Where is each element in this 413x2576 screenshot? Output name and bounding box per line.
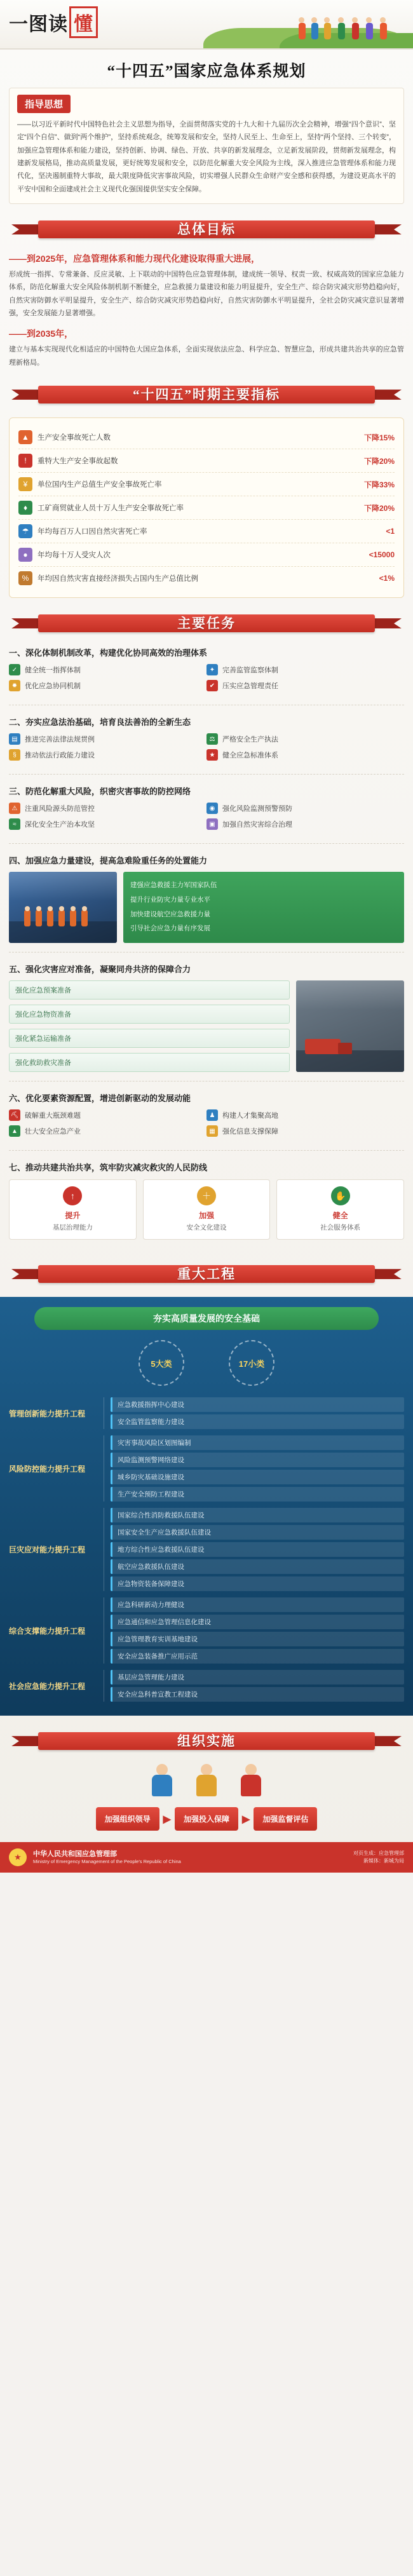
list-item [207,1125,404,1137]
panel-line: 提升行业防灾力量专业水平 [130,895,210,904]
table-row [18,567,395,590]
figure-body [152,1775,172,1796]
list-item-label: 深化安全生产治本攻坚 [25,821,95,829]
list-item [9,1125,207,1137]
section-banner-label: “十四五”时期主要指标 [133,387,280,403]
risk-icon: ⚠ [9,803,20,814]
organization-figures [9,1764,404,1798]
list-item [9,1109,207,1121]
list-item-label: 完善监管监察体制 [222,667,278,675]
figure-head [352,17,358,23]
column-card [9,1179,137,1240]
list-item-label: 健全统一指挥体制 [25,667,81,675]
figure [338,23,345,39]
alert-icon: ! [18,454,32,468]
section-banner-main-tasks [0,609,413,637]
task-media-row [9,872,404,943]
indicators-table [9,417,404,598]
list-item: 安全应急装备推广应用示范 [111,1649,404,1664]
photo-truck-cab [338,1043,352,1054]
indicator-value: 下降20% [363,503,395,513]
counter-badge: 17小类 [229,1340,274,1386]
list-item-label: 推进完善法律法规贯例 [25,736,95,744]
list-item: 应急科研新动力理健设 [111,1597,404,1612]
list-item-label: 健全应急标准体系 [222,752,278,760]
indicator-label: 单位国内生产总值生产安全事故死亡率 [37,481,162,489]
project-sublist [111,1508,404,1591]
task-title: 一、深化体制机制改革，构建优化协同高效的治理体系 [9,648,208,658]
list-item-label: 破解重大瓶颈难题 [25,1112,81,1120]
footer-credits [353,1850,404,1865]
table-row [18,473,395,496]
list-item [9,818,207,830]
photo-figure [70,910,76,926]
water-icon: ≈ [9,818,20,830]
photo-figure [24,910,30,926]
list-item: 安全监管监察能力建设 [111,1414,404,1429]
list-item [207,733,404,745]
section-banner-label: 重大工程 [177,1266,236,1282]
list-item: 强化紧急运输准备 [9,1029,290,1048]
rescue-team-photo [9,872,117,943]
talent-icon: ♟ [207,1109,218,1121]
list-item: 强化应急物资准备 [9,1005,290,1024]
footer-org-cn: 中华人民共和国应急管理部 [33,1850,117,1859]
task-bullets [9,803,404,834]
project-row [9,1397,404,1429]
figure [299,23,306,39]
figure-body [241,1775,261,1796]
list-item: 风险监测预警网络建设 [111,1453,404,1467]
projects-list [9,1397,404,1702]
list-item: 灾害事故风险区划图编制 [111,1435,404,1450]
indicator-value: 下降15% [363,433,395,442]
indicator-label: 生产安全事故死亡人数 [37,434,111,442]
warehouse-photo [296,980,404,1072]
star-icon: ★ [207,749,218,761]
task-bullets [9,664,404,696]
project-sublist [111,1435,404,1502]
indicator-label: 年均每百万人口因自然灾害死亡率 [37,528,147,536]
list-item: 应急救援指挥中心建设 [111,1397,404,1412]
balance-icon: ⚖ [207,733,218,745]
column-card [276,1179,404,1240]
task-item [9,1092,404,1151]
photo-figure [81,910,88,926]
goal-block [9,252,404,320]
figure-head [245,1764,257,1775]
page-footer [0,1842,413,1873]
main-tasks-body [9,646,404,1249]
list-item: 域乡防灾基础设施建设 [111,1470,404,1484]
list-item: 强化救助救灾准备 [9,1053,290,1072]
list-item-label: 注重风险源头防范管控 [25,805,95,813]
projects-section [0,1297,413,1716]
section-banner-label: 主要任务 [177,616,236,632]
figure-head [299,17,304,23]
page-header [0,0,413,50]
list-item: 安全应急科普宣教工程建设 [111,1687,404,1702]
arrow-right-icon: ▶ [163,1813,171,1825]
figure-head [201,1764,212,1775]
figure [380,23,387,39]
indicator-value: 下降20% [363,456,395,466]
industry-icon: ▲ [9,1125,20,1137]
list-item-label: 加强自然灾害综合治理 [222,821,292,829]
document-subtitle: “十四五”国家应急体系规划 [107,63,306,80]
figure-body [196,1775,217,1796]
project-row [9,1508,404,1591]
photo-sky [9,872,117,901]
overall-goals-body [9,252,404,369]
projects-subtitle: 夯实高质量发展的安全基础 [34,1307,379,1330]
list-item: 国家综合性消防救援队伍建设 [111,1508,404,1522]
capability-panel [123,872,404,943]
chart-bars-icon [237,1764,265,1798]
list-item [207,818,404,830]
list-item: 强化应急预案准备 [9,980,290,1000]
task-title: 六、优化要素资源配置，增进创新驱动的发展动能 [9,1094,191,1104]
indicator-value: <15000 [369,550,395,560]
footer-org [33,1850,181,1865]
list-item [207,749,404,761]
percent-icon: % [18,571,32,585]
list-item [9,803,207,814]
indicator-value: <1% [379,574,395,583]
figure [324,23,331,39]
preparation-list [9,980,290,1072]
footer-credit-line: 新媒体：新城为局 [363,1858,404,1864]
project-row [9,1670,404,1702]
project-name: 巨灾应对能力提升工程 [9,1508,104,1591]
task-item [9,1161,404,1249]
section-banner-label: 总体目标 [177,222,236,238]
project-sublist [111,1397,404,1429]
section-banner-projects [0,1260,413,1288]
projects-counters [9,1340,404,1386]
column-subtitle: 社会服务体系 [320,1224,361,1232]
gdp-icon: ¥ [18,477,32,491]
list-item-label: 压实应急管理责任 [222,682,278,691]
project-name: 管理创新能力提升工程 [9,1397,104,1429]
task-item [9,854,404,952]
goal-body: 建立与基本实现现代化相适应的中国特色大国应急体系，全面实现依法应急、科学应急、智慧应急，形成共建共治共享的应急管理新格局。 [9,346,404,367]
check-icon: ✔ [207,680,218,691]
counter-badge: 5大类 [139,1340,184,1386]
org-step-button[interactable]: 加强投入保障 [175,1807,238,1831]
worker-icon: ♦ [18,501,32,515]
disaster-icon: ☂ [18,524,32,538]
task-item [9,963,404,1081]
task-title: 二、夯实应急法治基础，培育良法善治的全新生态 [9,717,191,728]
list-item: 应急通信和应急管理信息化建设 [111,1615,404,1629]
task-media-row [9,980,404,1072]
panel-line: 引导社会应急力量有序发展 [130,925,210,933]
list-item-label: 强化风险监测预警预防 [222,805,292,813]
section-banner-indicators [0,381,413,409]
page-title [9,6,98,38]
gear-icon: ✹ [9,680,20,691]
task-bullets [9,1109,404,1141]
photo-sky [296,980,404,1010]
list-item [9,733,207,745]
list-item [9,749,207,761]
figure [366,23,373,39]
layers-icon: ▣ [207,818,218,830]
bottleneck-icon: ⛏ [9,1109,20,1121]
project-name: 社会应急能力提升工程 [9,1670,104,1702]
indicator-label: 工矿商贸就业人员十万人生产安全事故死亡率 [37,505,184,513]
figure-head [380,17,386,23]
table-row [18,426,395,449]
table-row [18,520,395,543]
table-row [18,543,395,567]
indicator-label: 重特大生产安全事故起数 [37,458,118,466]
task-columns [9,1179,404,1240]
book-icon: ▤ [9,733,20,745]
table-row [18,496,395,520]
column-subtitle: 基层治理能力 [52,1224,93,1232]
column-title: 健全 [332,1211,348,1221]
list-item-label: 强化信息支撑保障 [222,1128,278,1136]
photo-figure [47,910,53,926]
column-title: 提升 [65,1211,81,1221]
project-name: 风险防控能力提升工程 [9,1435,104,1502]
guiding-ideology-text: ——以习近平新时代中国特色社会主义思想为指导，全面贯彻落实党的十九大和十九届历次全会精神，增强“四个意识”、坚定“四个自信”、做到“两个维护”，坚持系统观念，统筹发展和安全，坚持人民至上、生命至上，坚持“两个坚持、三个转变”，加强应急管理体系和能力建设，坚持创新、协调、绿色、开放、共享的新发展理念，立足新发展阶段，贯彻新发展理念，构建新发展格局，推动高质量发展，更好统筹发展和安全，以防范化解重大安全风险为主线，深入推进应急管理体系和能力现代化，坚决遏制重特大事故，最大限度降低灾害事故风险，切实增强人民群众生命财产安全感和获得感，为建设更高水平的平安中国和全面建成社会主义现代化强国提供坚实安全保障。 [17,121,396,193]
money-icon: ● [18,548,32,562]
list-item [9,680,207,691]
photo-figure [58,910,65,926]
national-emblem-icon: ★ [9,1848,27,1866]
task-title: 五、强化灾害应对准备，凝聚同舟共济的保障合力 [9,965,191,975]
law-icon: § [9,749,20,761]
task-title: 三、防范化解重大风险，织密灾害事故的防控网络 [9,787,191,797]
task-item [9,715,404,775]
indicator-label: 年均因自然灾害直接经济损失占国内生产总值比例 [37,575,198,583]
list-item: 国家安全生产应急救援队伍建设 [111,1525,404,1540]
money-stack-icon [193,1764,220,1798]
project-name: 综合支撑能力提升工程 [9,1597,104,1664]
list-item-label: 严格安全生产执法 [222,736,278,744]
task-title: 四、加强应急力量建设，提高急难险重任务的处置能力 [9,856,208,866]
project-sublist [111,1670,404,1702]
people-group-icon [203,0,413,50]
organization-steps [9,1807,404,1831]
column-title: 加强 [199,1211,215,1221]
shield-icon: ✓ [9,664,20,675]
figure-head [366,17,372,23]
list-item: 地方综合性应急救援队伍建设 [111,1542,404,1557]
list-item-label: 构建人才集聚高地 [222,1112,278,1120]
guiding-ideology-section [9,88,404,204]
list-item: 应急管理教育实训基地建设 [111,1632,404,1646]
list-item-label: 推动依法行政能力建设 [25,752,95,760]
column-card [143,1179,271,1240]
panel-line: 建强应急救援主力军国家队伍 [130,881,217,890]
figure [352,23,359,39]
section-banner-label: 组织实施 [177,1733,236,1749]
people-icon [148,1764,176,1798]
factory-icon: ▲ [18,430,32,444]
indicator-value: <1 [386,527,395,536]
column-subtitle: 安全文化建设 [186,1224,227,1232]
hands-icon: ✋ [331,1186,350,1205]
task-item [9,646,404,705]
plus-icon: ＋ [197,1186,216,1205]
figure-head [324,17,330,23]
chip-icon: ▦ [207,1125,218,1137]
organization-section [0,1764,413,1842]
org-step-button[interactable]: 加强组织领导 [96,1807,159,1831]
section-banner-organization [0,1727,413,1755]
project-row [9,1597,404,1664]
task-item [9,785,404,844]
list-item: 基层应急管理能力建设 [111,1670,404,1685]
monitor-icon: ◉ [207,803,218,814]
list-item-label: 优化应急协同机制 [25,682,81,691]
list-item: 生产安全预防工程建设 [111,1487,404,1502]
network-icon: ✦ [207,664,218,675]
figure-head [338,17,344,23]
list-item [207,803,404,814]
goal-head: ——到2035年， [9,329,74,339]
list-item: 应急物资装备保障建设 [111,1576,404,1591]
up-arrow-icon: ↑ [63,1186,82,1205]
photo-figure [36,910,42,926]
page-title-pre: 一图读 [9,14,68,35]
list-item [9,664,207,675]
goal-block [9,327,404,369]
list-item [207,680,404,691]
list-item [207,664,404,675]
indicator-value: 下降33% [363,480,395,489]
page-title-boxed: 懂 [69,6,98,38]
footer-credit-line: 对页生成：应急管理部 [353,1850,404,1857]
goal-head: ——到2025年，应急管理体系和能力现代化建设取得重大进展， [9,254,261,264]
guiding-ideology-badge: 指导思想 [17,95,71,113]
list-item [207,1109,404,1121]
figure-head [311,17,317,23]
panel-line: 加快建设航空应急救援力量 [130,910,210,918]
project-sublist [111,1597,404,1664]
table-row [18,449,395,473]
goal-body: 形成统一指挥、专常兼备、反应灵敏、上下联动的中国特色应急管理体制，建成统一领导、权责一致、权威高效的国家应急能力体系，防范化解重大安全风险体制机制不断健全，应急救援力量建设和能力明显提升，安全生产、综合防灾减灾形势趋稳向好，自然灾害防御水平明显提升，安全生产、综合防灾减灾形势趋稳向好，自然灾害防御水平明显提升，全社会防灾减灾意识显著增强，安全发展能力显著增强。 [9,271,404,318]
list-item-label: 壮大安全应急产业 [25,1128,81,1136]
task-bullets [9,733,404,765]
project-row [9,1435,404,1502]
figure [311,23,318,39]
arrow-right-icon: ▶ [242,1813,250,1825]
indicator-label: 年均每十万人受灾人次 [37,552,111,560]
section-banner-overall-goals [0,215,413,243]
figure-head [156,1764,168,1775]
footer-org-en: Ministry of Emergency Management of the People's Republic of China [33,1859,181,1865]
task-title: 七、推动共建共治共享，筑牢防灾减灾救灾的人民防线 [9,1163,208,1173]
photo-truck [305,1039,341,1054]
list-item: 航空应急救援队伍建设 [111,1559,404,1574]
org-step-button[interactable]: 加强监督评估 [254,1807,317,1831]
